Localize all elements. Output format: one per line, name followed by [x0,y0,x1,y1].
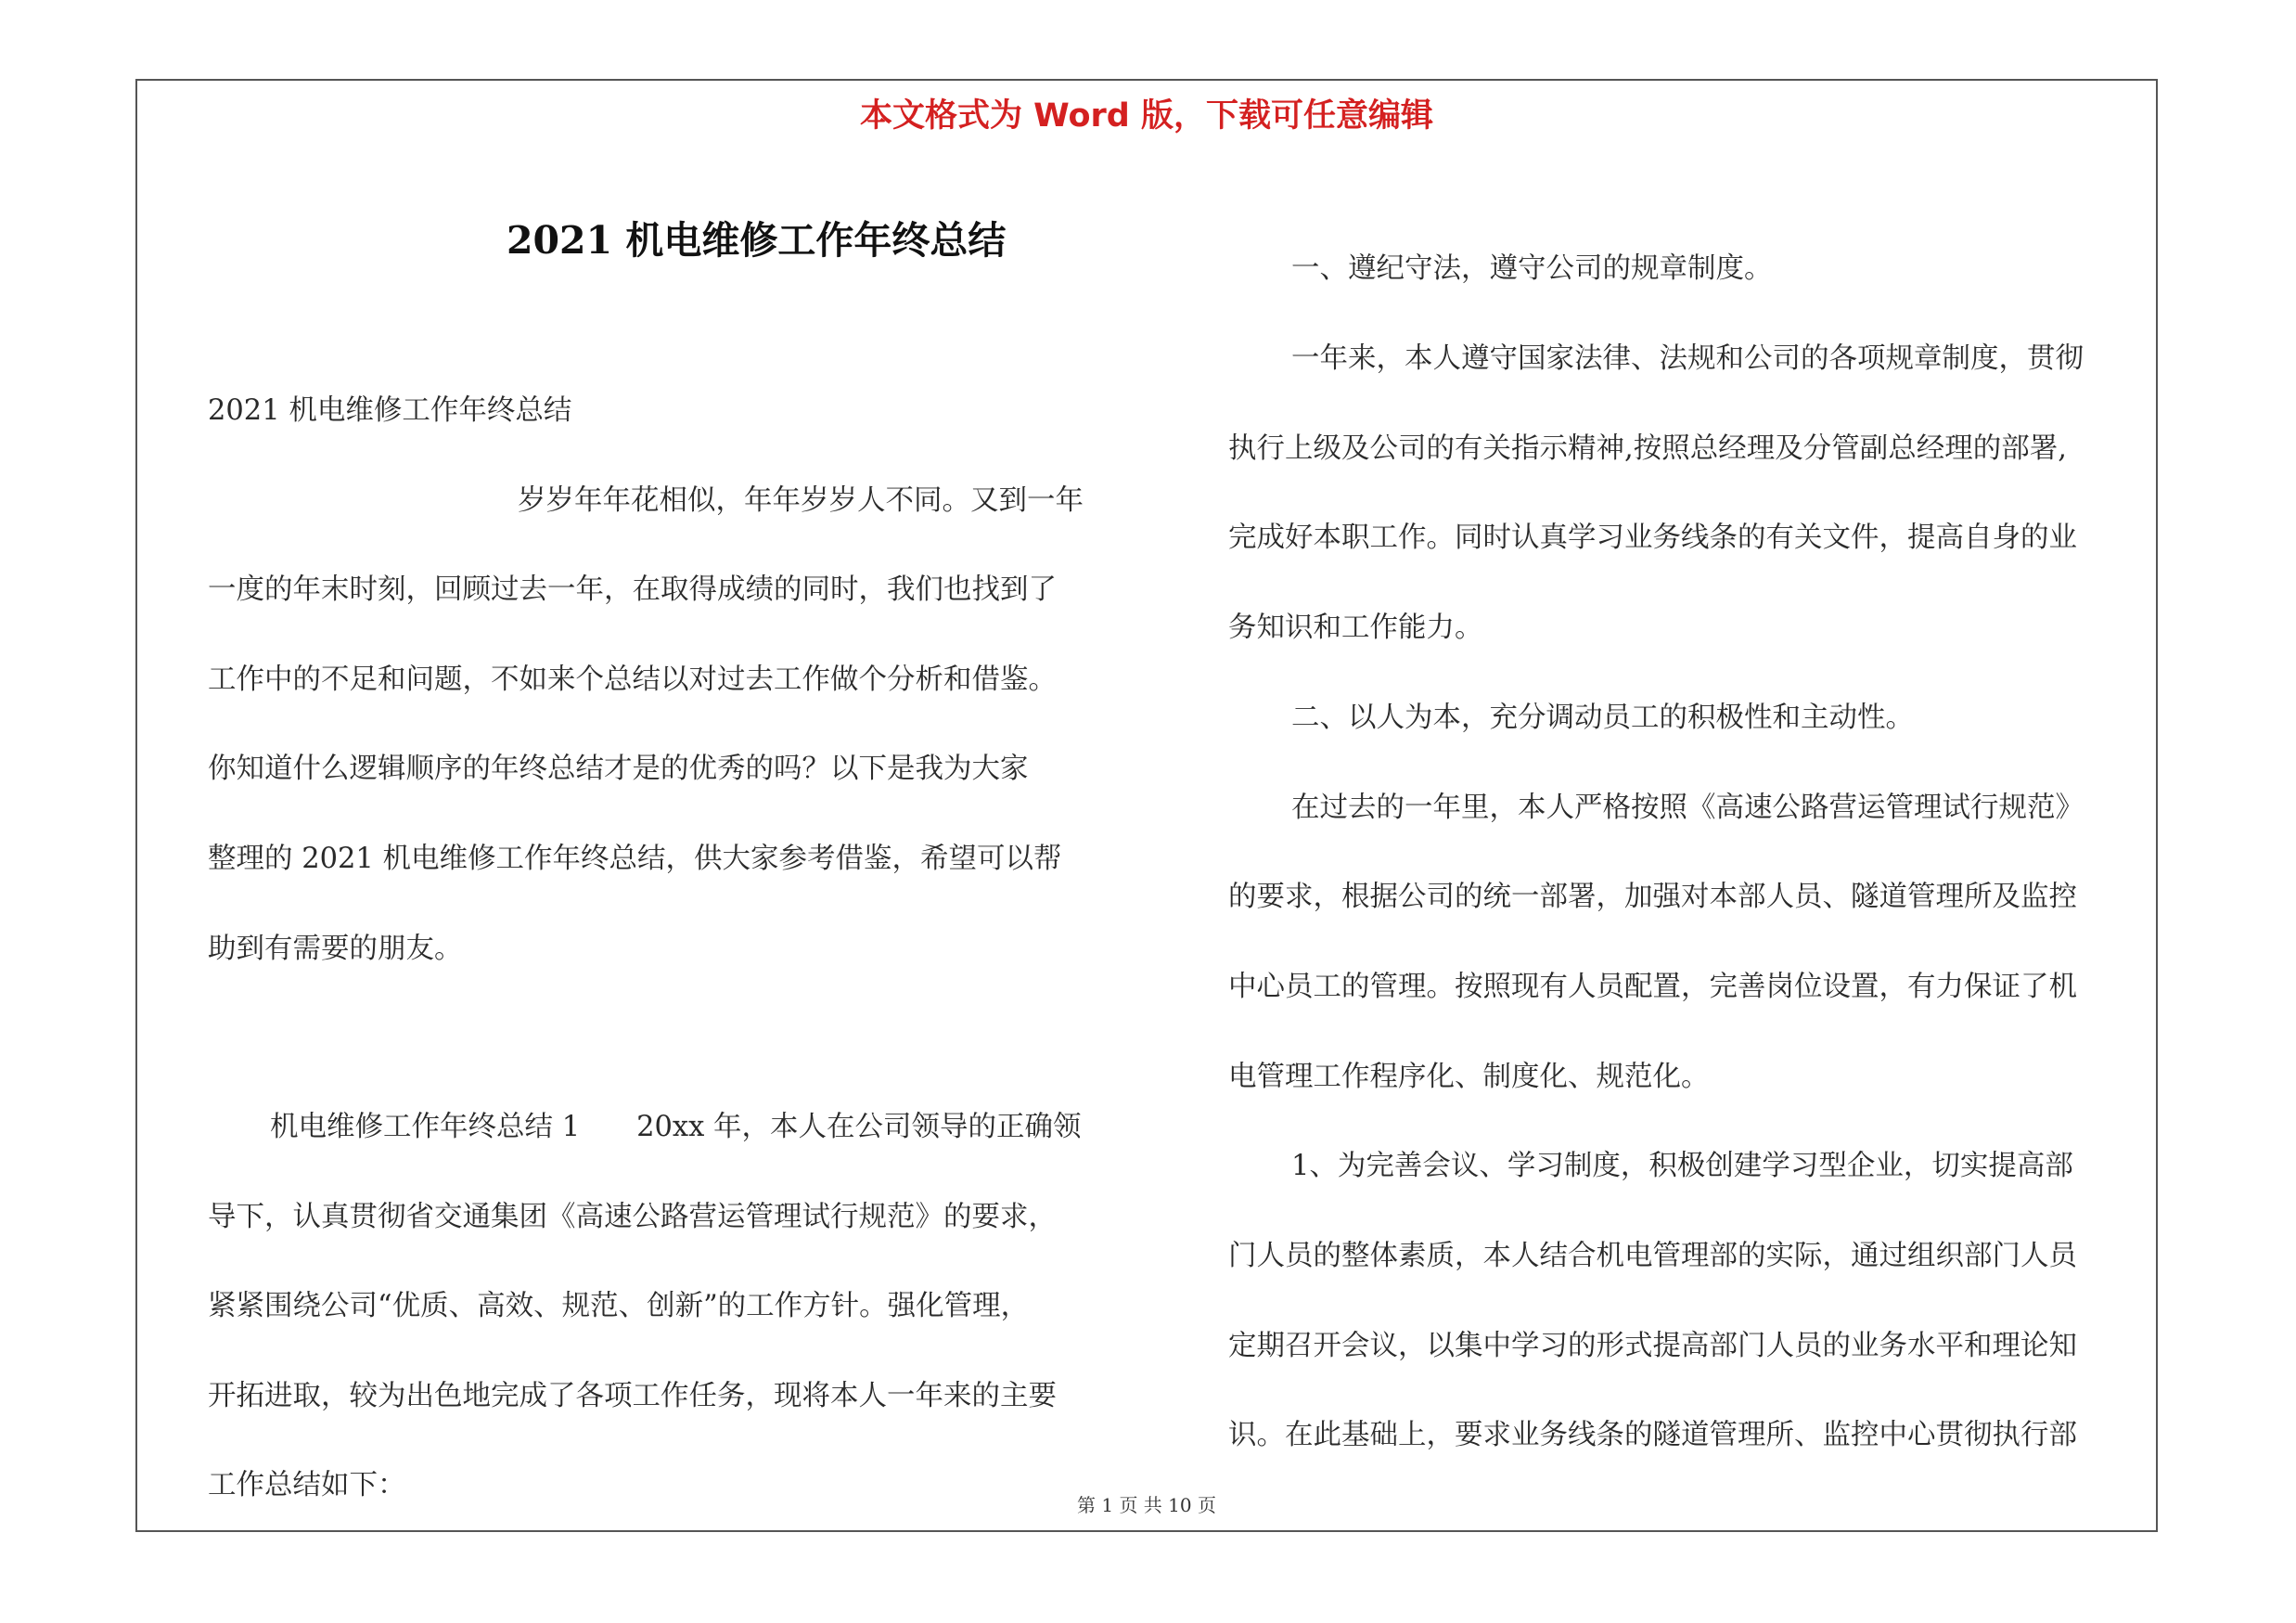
left-line: 一度的年末时刻，回顾过去一年，在取得成绩的同时，我们也找到了 [208,573,1057,606]
right-line: 完成好本职工作。同时认真学习业务线条的有关文件，提高自身的业 [1228,522,2077,554]
right-line: 二、以人为本，充分调动员工的积极性和主动性。 [1291,702,1914,734]
left-line: 机电维修工作年终总结 1 20xx 年，本人在公司领导的正确领 [270,1111,1082,1143]
left-line: 岁岁年年花相似，年年岁岁人不同。又到一年 [518,484,1084,517]
left-line: 工作中的不足和问题，不如来个总结以对过去工作做个分析和借鉴。 [208,663,1057,696]
page-frame [135,79,2158,1532]
left-line: 整理的 2021 机电维修工作年终总结，供大家参考借鉴，希望可以帮 [208,843,1062,875]
right-line: 一、遵纪守法，遵守公司的规章制度。 [1291,252,1773,285]
right-line: 1、为完善会议、学习制度，积极创建学习型企业，切实提高部 [1291,1150,2073,1182]
right-line: 定期召开会议，以集中学习的形式提高部门人员的业务水平和理论知 [1228,1330,2077,1362]
left-line: 2021 机电维修工作年终总结 [208,394,572,427]
page-number-footer: 第 1 页 共 10 页 [1077,1494,1216,1516]
left-line: 工作总结如下： [208,1469,406,1501]
right-line: 识。在此基础上，要求业务线条的隧道管理所、监控中心贯彻执行部 [1228,1419,2077,1451]
left-line: 紧紧围绕公司“优质、高效、规范、创新”的工作方针。强化管理， [208,1290,1030,1322]
right-line: 一年来，本人遵守国家法律、法规和公司的各项规章制度，贯彻 [1291,342,2084,375]
right-line: 务知识和工作能力。 [1228,612,1483,644]
document-title: 2021 机电维修工作年终总结 [507,218,1007,263]
right-line: 电管理工作程序化、制度化、规范化。 [1228,1061,1710,1093]
left-line: 开拓进取，较为出色地完成了各项工作任务，现将本人一年来的主要 [208,1380,1057,1412]
left-line: 助到有需要的朋友。 [208,933,463,965]
right-line: 门人员的整体素质，本人结合机电管理部的实际，通过组织部门人员 [1228,1240,2077,1272]
right-line: 执行上级及公司的有关指示精神,按照总经理及分管副总经理的部署, [1228,432,2067,465]
right-line: 在过去的一年里，本人严格按照《高速公路营运管理试行规范》 [1291,792,2084,824]
left-line: 导下，认真贯彻省交通集团《高速公路营运管理试行规范》的要求， [208,1201,1057,1233]
format-banner: 本文格式为 Word 版，下载可任意编辑 [859,97,1434,135]
right-line: 中心员工的管理。按照现有人员配置，完善岗位设置，有力保证了机 [1228,971,2077,1003]
left-line: 你知道什么逻辑顺序的年终总结才是的优秀的吗？以下是我为大家 [208,753,1029,785]
right-line: 的要求，根据公司的统一部署，加强对本部人员、隧道管理所及监控 [1228,881,2077,913]
